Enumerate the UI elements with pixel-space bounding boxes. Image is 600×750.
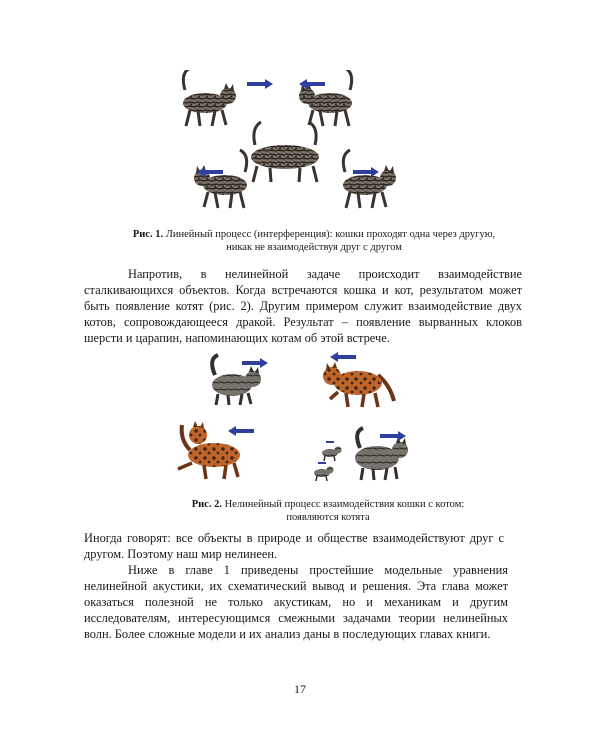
arrow-left-icon xyxy=(338,355,356,359)
arrow-right-head xyxy=(265,79,273,89)
arrow-left-icon xyxy=(305,82,325,86)
figure-1-illustration xyxy=(165,70,435,220)
cat-top-right xyxy=(299,70,352,126)
bengal-cat-top xyxy=(323,362,394,407)
cat-bottom-left xyxy=(194,150,247,208)
arrow-left-icon xyxy=(236,429,254,433)
paragraph-world-nonlinear: Иногда говорят: все объекты в природе и обществе взаимодействуют друг с другом. Поэтому наш мир нелинеен. xyxy=(84,531,504,561)
arrow-left-icon xyxy=(205,170,223,174)
cat-bottom-right xyxy=(343,150,396,208)
paragraph-nonlinear-intro: Напротив, в нелинейной задаче происходит взаимодействие сталкивающихся объектов. Когда встречаются кошка и кот, результатом может быть появление котят (рис. 2). Другим примером служит взаимодействие двух котов, сопровождающееся дракой. Результат – появление вырванных клоков шерсти и царапин, напоминающих котам об этой встрече. xyxy=(84,267,522,345)
figure-2-caption-text: Нелинейный процесс взаимодействия кошки с котом: появляются котята xyxy=(224,499,465,523)
paragraph-chapter-overview: Ниже в главе 1 приведены простейшие модельные уравнения нелинейной акустики, их схематический вывод и решения. Эта глава может оказаться полезной не только акустикам, но и механикам и другим исследователям, интересующимся смежными задачами теории нелинейных волн. Более сложные модели и их анализ даны в последующих главах книги. xyxy=(84,563,508,641)
arrow-right-icon xyxy=(380,434,398,438)
figure-2-label: Рис. 2. xyxy=(191,499,222,510)
page-number: 17 xyxy=(294,682,306,696)
arrow-right-icon xyxy=(242,361,260,365)
figure-1-label: Рис. 1. xyxy=(132,229,164,240)
figure-1-caption xyxy=(128,228,500,254)
arrow-right-icon xyxy=(247,82,267,86)
figure-1-caption-text: Линейный процесс (интерференция): кошки проходят одна через другую, никак не взаимодействуя друг с другом xyxy=(165,229,496,253)
kitten-upper xyxy=(322,447,342,462)
cat-top-left xyxy=(183,70,236,126)
arrow-small-icon xyxy=(318,462,326,464)
arrow-small-icon xyxy=(326,441,334,443)
kitten-lower xyxy=(314,467,334,482)
cats-overlapping xyxy=(251,122,319,182)
figure-2-illustration xyxy=(170,345,440,490)
arrow-right-icon xyxy=(353,170,371,174)
figure-2-caption xyxy=(178,498,478,524)
